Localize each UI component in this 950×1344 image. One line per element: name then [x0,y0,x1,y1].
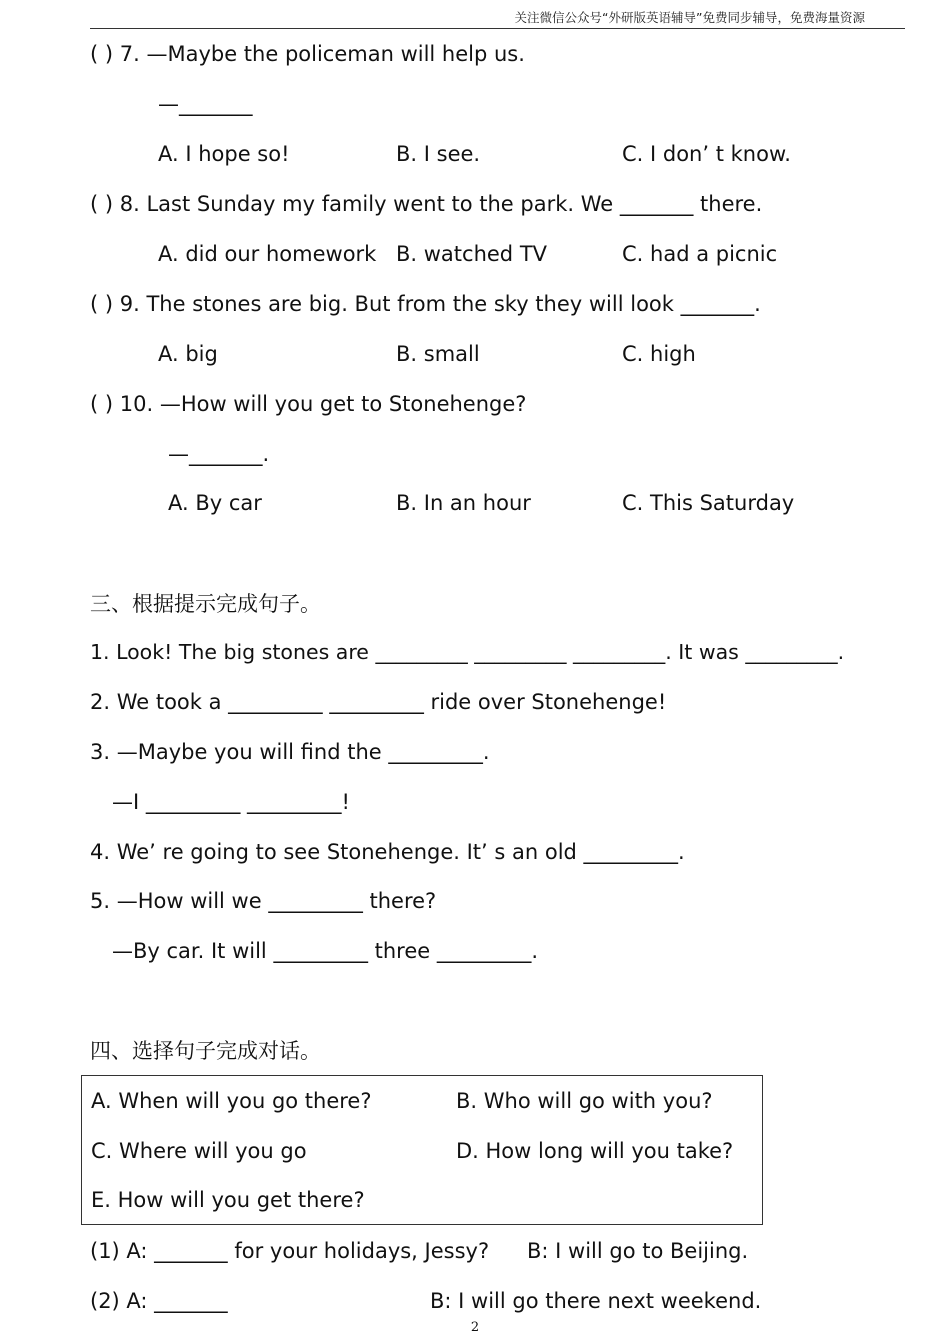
sentence-option-b: B. Who will go with you? [456,1089,713,1113]
question-stem: 9. The stones are big. But from the sky they will look _______. [119,292,761,316]
sentence-2: 2. We took a _________ _________ ride over Stonehenge! [90,690,667,714]
sentence-5-reply: —By car. It will _________ three _________. [112,939,539,963]
question-stem: 10. —How will you get to Stonehenge? [119,392,527,416]
section-4-title: 四、选择句子完成对话。 [90,1039,321,1063]
answer-paren: ( ) [90,192,114,216]
page-header [90,0,905,29]
question-8 [90,190,762,218]
option-c: C. high [622,342,696,366]
answer-paren: ( ) [90,42,114,66]
sentence-3-reply: —I _________ _________! [112,790,350,814]
option-a: A. By car [168,491,262,515]
option-b: B. In an hour [396,491,531,515]
page-number: 2 [470,1320,480,1335]
dialog-2-b: B: I will go there next weekend. [430,1289,762,1313]
option-a: A. did our homework [158,242,377,266]
sentence-option-e: E. How will you get there? [91,1188,365,1212]
sentence-4: 4. We’ re going to see Stonehenge. It’ s an old _________. [90,840,685,864]
option-a: A. big [158,342,218,366]
option-c: C. This Saturday [622,491,795,515]
answer-line: —_______. [168,442,270,466]
answer-paren: ( ) [90,292,114,316]
option-c: C. I don’ t know. [622,142,791,166]
option-a: A. I hope so! [158,142,290,166]
answer-line: —_______ [158,92,253,116]
dialog-1-b: B: I will go to Beijing. [527,1239,749,1263]
question-10 [90,390,526,418]
answer-paren: ( ) [90,392,114,416]
question-stem: 7. —Maybe the policeman will help us. [119,42,525,66]
sentence-option-c: C. Where will you go [91,1139,307,1163]
option-b: B. small [396,342,480,366]
header-text: 关注微信公众号“外研版英语辅导”免费同步辅导，免费海量资源 [514,10,865,25]
sentence-3: 3. —Maybe you will find the _________. [90,740,490,764]
sentence-5: 5. —How will we _________ there? [90,889,437,913]
option-c: C. had a picnic [622,242,778,266]
sentence-option-a: A. When will you go there? [91,1089,372,1113]
option-b: B. watched TV [396,242,548,266]
sentence-option-d: D. How long will you take? [456,1139,734,1163]
dialog-1-a: (1) A: _______ for your holidays, Jessy? [90,1239,490,1263]
sentence-1: 1. Look! The big stones are _________ _________ _________. It was _________. [90,640,845,664]
question-9 [90,290,761,318]
option-b: B. I see. [396,142,481,166]
question-stem: 8. Last Sunday my family went to the park. We _______ there. [119,192,763,216]
section-3-title: 三、根据提示完成句子。 [90,592,321,616]
question-7 [90,40,525,68]
dialog-2-a: (2) A: _______ [90,1289,228,1313]
